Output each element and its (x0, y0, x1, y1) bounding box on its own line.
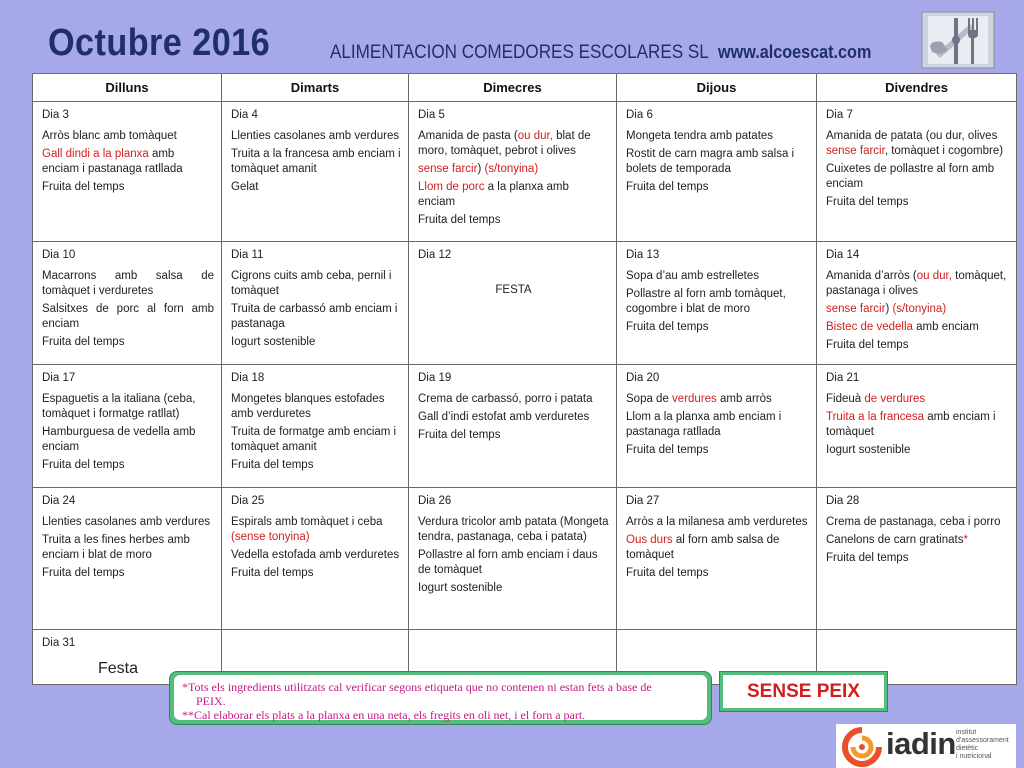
page-title: Octubre 2016 (48, 22, 271, 64)
day-number: Dia 10 (42, 249, 76, 261)
day-number: Dia 27 (626, 495, 660, 507)
dish-item: Gelat (231, 181, 259, 193)
dish-item: Crema de carbassó, porro i patata (418, 393, 593, 405)
day-cell (33, 242, 222, 365)
day-cell (617, 242, 817, 365)
ingredients-note-text (174, 675, 707, 722)
dish-item (42, 147, 214, 177)
iadin-subtitle (956, 729, 1016, 761)
highlighted-ingredient: (s/tonyina) (892, 303, 947, 315)
dish-item: Fruita del temps (626, 444, 709, 456)
sense-peix-label: SENSE PEIX (723, 675, 884, 708)
header-row (33, 74, 1017, 102)
ingredients-note (169, 671, 712, 725)
day-number: Dia 11 (231, 249, 264, 261)
highlighted-ingredient: sense farcir (418, 163, 478, 175)
day-number: Dia 19 (418, 372, 452, 384)
dish-item (826, 320, 1009, 335)
dish-item: Fruita del temps (418, 214, 501, 226)
highlighted-ingredient: sense farcir (826, 303, 886, 315)
dish-item: Fruita del temps (231, 567, 314, 579)
dish-item: Fruita del temps (42, 459, 125, 471)
dish-item: Truita a la francesa amb enciam i tomàquet amanit (231, 148, 401, 175)
dish-item: Cuixetes de pollastre al forn amb enciam (826, 163, 995, 190)
day-cell (817, 365, 1017, 488)
dish-item (418, 162, 609, 177)
table-body (33, 102, 1017, 685)
dish-item (826, 410, 1009, 440)
dish-text: Fideuà (826, 393, 865, 405)
day-cell (817, 102, 1017, 242)
dish-item: Truita a les fines herbes amb enciam i blat de moro (42, 534, 190, 561)
dish-item: Gall d’indi estofat amb verduretes (418, 411, 590, 423)
dish-item: Llenties casolanes amb verdures (42, 516, 211, 528)
holiday-label: Festa (98, 660, 139, 677)
dish-item: Truita de carbassó amb enciam i pastanaga (231, 303, 398, 330)
dish-item: Mongeta tendra amb patates (626, 130, 774, 142)
day-number: Dia 12 (418, 249, 452, 261)
highlighted-ingredient: Truita a la francesa (826, 411, 925, 423)
column-header: Divendres (817, 74, 1017, 102)
dish-text: amb enciam i tomàquet (826, 411, 996, 438)
highlighted-ingredient: sense farcir (826, 145, 885, 157)
dish-text: amb arròs (716, 393, 772, 405)
note-line-2: PEIX. (196, 694, 226, 708)
highlighted-ingredient: ou dur, (916, 270, 952, 282)
highlighted-ingredient: (sense tonyina) (231, 531, 310, 543)
dish-item: Mongetes blanques estofades amb verduretes (231, 393, 385, 420)
day-number: Dia 14 (826, 249, 860, 261)
highlighted-ingredient: Bistec de vedella (826, 321, 913, 333)
note-line-3: **Cal elaborar els plats a la planxa en una neta, els fregits en oli net, i el forn a part. (182, 708, 586, 722)
iadin-sub-1: institut (956, 729, 977, 736)
day-cell (222, 242, 409, 365)
dish-item: Fruita del temps (626, 321, 709, 333)
dish-text: amb enciam (912, 321, 979, 333)
dish-item: Truita de formatge amb enciam i tomàquet amanit (231, 426, 397, 453)
dish-text: Espirals amb tomàquet i ceba (231, 516, 383, 528)
dish-item: Iogurt sostenible (231, 336, 316, 348)
dish-item: Fruita del temps (626, 181, 709, 193)
day-number: Dia 28 (826, 495, 860, 507)
day-cell (33, 365, 222, 488)
day-number: Dia 4 (231, 109, 258, 121)
dish-item (418, 129, 609, 159)
dish-text: blat de moro, tomàquet, pebrot i olives (418, 130, 591, 157)
day-cell (222, 488, 409, 630)
dish-item (826, 533, 1009, 548)
day-number: Dia 31 (42, 637, 76, 649)
dish-item: Arròs blanc amb tomàquet (42, 130, 177, 142)
day-cell (409, 365, 617, 488)
dish-item (626, 533, 809, 563)
iadin-sub-2: d'assessorament (956, 737, 1009, 744)
dish-item: Fruita del temps (826, 196, 909, 208)
day-number: Dia 6 (626, 109, 653, 121)
day-number: Dia 13 (626, 249, 660, 261)
dish-item (826, 392, 1009, 407)
day-cell (409, 242, 617, 365)
day-cell (617, 102, 817, 242)
dish-text: tomàquet, pastanaga i olives (826, 270, 1007, 297)
dish-item: Fruita del temps (826, 552, 909, 564)
dish-item: Cigrons cuits amb ceba, pernil i tomàquet (231, 270, 392, 297)
iadin-name: iadin (886, 726, 956, 761)
highlighted-ingredient: Llom de porc (418, 181, 485, 193)
iadin-logo (836, 724, 1016, 768)
ingredients-note-inner (174, 675, 707, 720)
highlighted-ingredient: ou dur, (517, 130, 553, 142)
dish-item: Salsitxes de porc al forn amb enciam (42, 303, 214, 330)
dish-item: Fruita del temps (418, 429, 501, 441)
table-row (33, 242, 1017, 365)
column-header: Dimecres (409, 74, 617, 102)
dish-item: Arròs a la milanesa amb verduretes (626, 516, 808, 528)
table-row (33, 365, 1017, 488)
day-number: Dia 7 (826, 109, 853, 121)
day-number: Dia 21 (826, 372, 860, 384)
dish-item: Fruita del temps (42, 567, 125, 579)
day-cell (817, 488, 1017, 630)
dish-item: Vedella estofada amb verduretes (231, 549, 400, 561)
dish-item (231, 515, 401, 545)
dish-item: Hamburguesa de vedella amb enciam (42, 426, 196, 453)
day-cell (33, 488, 222, 630)
highlighted-ingredient: (s/tonyina) (484, 163, 539, 175)
table-row (33, 102, 1017, 242)
dish-item: Fruita del temps (42, 181, 125, 193)
dish-text: Canelons de carn gratinats (826, 534, 964, 546)
dish-item: Fruita del temps (626, 567, 709, 579)
dish-item: Crema de pastanaga, ceba i porro (826, 516, 1001, 528)
day-number: Dia 26 (418, 495, 452, 507)
dish-item: Sopa d’au amb estrelletes (626, 270, 759, 282)
dish-text: a la planxa amb enciam (418, 181, 569, 208)
cutlery-logo-icon (918, 10, 998, 70)
day-cell (409, 102, 617, 242)
day-cell (222, 365, 409, 488)
dish-item: Fruita del temps (231, 459, 314, 471)
dish-item (418, 180, 609, 210)
dish-text: ) (885, 303, 893, 315)
highlighted-ingredient: Ous durs (626, 534, 673, 546)
dish-item: Pollastre al forn amb enciam i daus de tomàquet (418, 549, 598, 576)
highlighted-ingredient: Gall dindi a la planxa (42, 148, 149, 160)
dish-text: Sopa de (626, 393, 673, 405)
column-header: Dimarts (222, 74, 409, 102)
day-cell (222, 102, 409, 242)
dish-text: al forn amb salsa de tomàquet (626, 534, 780, 561)
dish-item: Espaguetis a la italiana (ceba, tomàquet i formatge ratllat) (42, 393, 196, 420)
iadin-sub-3: dietètic (956, 745, 979, 752)
day-cell (617, 365, 817, 488)
menu-table (32, 73, 1017, 685)
dish-text: amb enciam i pastanaga ratllada (42, 148, 183, 175)
dish-text: Amanida de patata (ou dur, olives (826, 130, 998, 142)
day-number: Dia 17 (42, 372, 76, 384)
iadin-sub-4: i nutricional (956, 753, 992, 760)
day-cell (409, 488, 617, 630)
dish-text: , tomàquet i cogombre) (884, 145, 1004, 157)
day-cell (817, 242, 1017, 365)
dish-item: Fruita del temps (826, 339, 909, 351)
dish-item: Fruita del temps (42, 336, 125, 348)
column-header: Dijous (617, 74, 817, 102)
sense-peix-badge (719, 671, 888, 712)
dish-item: Rostit de carn magra amb salsa i bolets de temporada (626, 148, 795, 175)
column-header: Dilluns (33, 74, 222, 102)
day-number: Dia 25 (231, 495, 265, 507)
company-name: ALIMENTACION COMEDORES ESCOLARES SL (330, 42, 709, 63)
dish-item: Llom a la planxa amb enciam i pastanaga ratllada (626, 411, 782, 438)
dish-item: Macarrons amb salsa de tomàquet i verduretes (42, 270, 214, 297)
day-cell (617, 488, 817, 630)
dish-item: Iogurt sostenible (826, 444, 911, 456)
dish-text: ) (477, 163, 485, 175)
dish-text: Amanida d’arròs ( (826, 270, 917, 282)
holiday-label: FESTA (495, 284, 532, 296)
website-link[interactable]: www.alcoescat.com (718, 42, 872, 62)
dish-item: Llenties casolanes amb verdures (231, 130, 400, 142)
dish-item (826, 129, 1009, 159)
iadin-swirl-icon (840, 727, 884, 767)
day-number: Dia 18 (231, 372, 265, 384)
day-number: Dia 24 (42, 495, 76, 507)
dish-item (826, 302, 1009, 317)
note-line-1: *Tots els ingredients utilitzats cal verificar segons etiqueta que no contenen ni estan fets a base de (182, 680, 652, 694)
dish-item (826, 269, 1009, 299)
day-number: Dia 5 (418, 109, 445, 121)
day-number: Dia 3 (42, 109, 69, 121)
table-row (33, 488, 1017, 630)
day-number: Dia 20 (626, 372, 660, 384)
dish-item: Iogurt sostenible (418, 582, 503, 594)
dish-item: Verdura tricolor amb patata (Mongeta tendra, pastanaga, ceba i patata) (418, 516, 609, 543)
dish-text: Amanida de pasta ( (418, 130, 518, 142)
dish-item (626, 392, 809, 407)
highlighted-ingredient: * (963, 534, 968, 546)
highlighted-ingredient: verdures (672, 393, 717, 405)
day-cell (33, 102, 222, 242)
dish-item: Pollastre al forn amb tomàquet, cogombre i blat de moro (626, 288, 786, 315)
highlighted-ingredient: de verdures (864, 393, 926, 405)
